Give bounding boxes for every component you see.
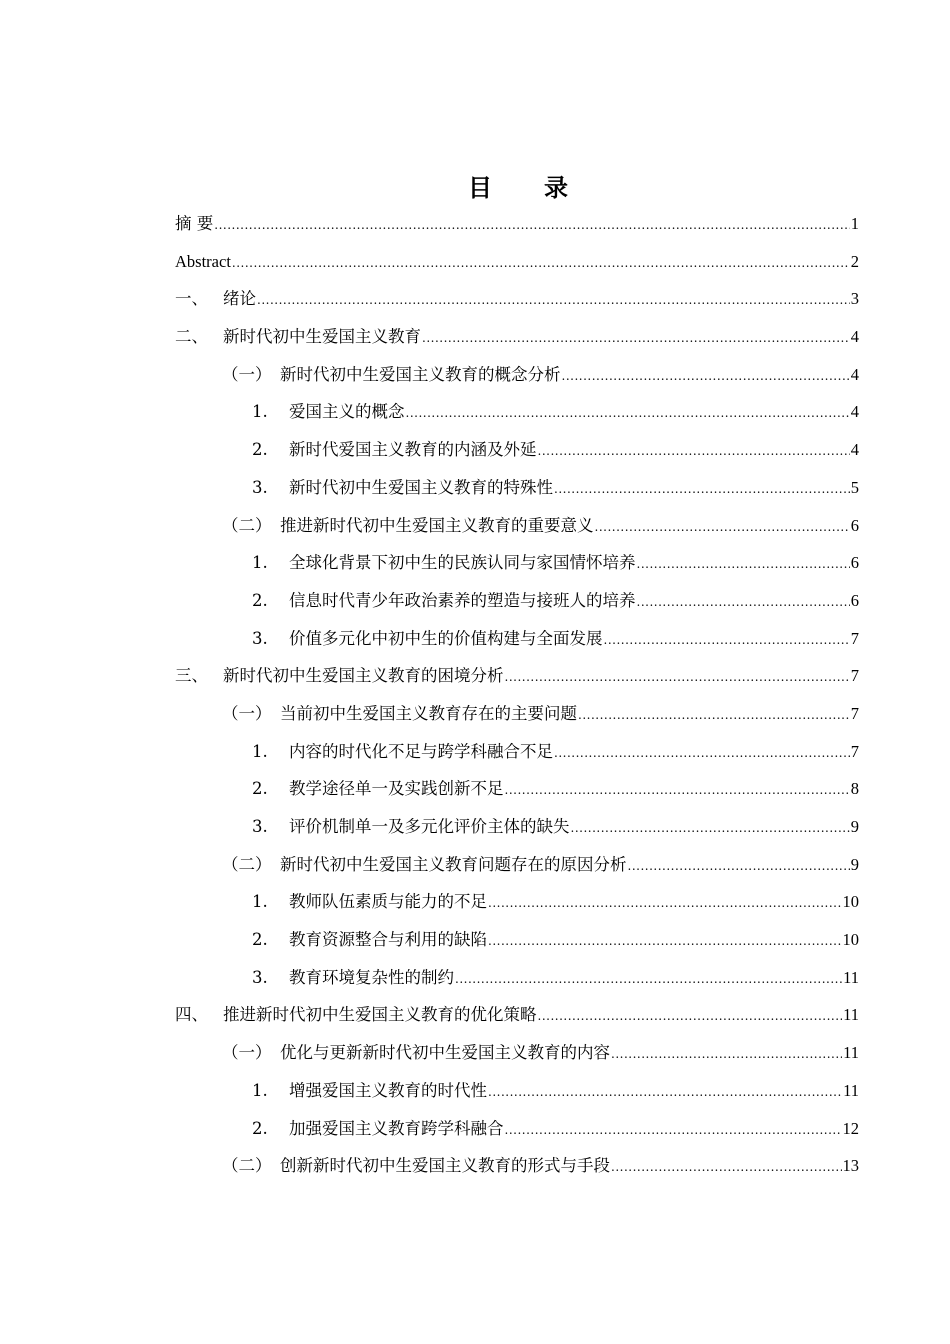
toc-entry-page: 7: [850, 628, 859, 648]
toc-leader-dots: [488, 1074, 842, 1112]
toc-entry-title: 增强爱国主义教育的时代性: [289, 1080, 487, 1100]
toc-entry-page: 4: [850, 440, 859, 460]
toc-entry[interactable]: [175, 1110, 859, 1148]
toc-entry-number: （一）: [222, 1043, 272, 1063]
toc-entry-number: 3.: [252, 967, 268, 987]
toc-entry-title: 新时代初中生爱国主义教育问题存在的原因分析: [280, 854, 627, 874]
toc-entry-title: 优化与更新新时代初中生爱国主义教育的内容: [280, 1043, 610, 1063]
toc-entry-number: （二）: [222, 515, 272, 535]
toc-entry-page: 8: [850, 779, 859, 799]
toc-entry[interactable]: [175, 996, 859, 1034]
toc-entry[interactable]: [175, 431, 859, 469]
toc-entry-number: （二）: [222, 854, 272, 874]
toc-entry-page: 7: [850, 741, 859, 761]
toc-entry[interactable]: [175, 620, 859, 658]
toc-entry-page: 12: [842, 1118, 859, 1138]
toc-leader-dots: [232, 245, 850, 283]
toc-entry-title: 评价机制单一及多元化评价主体的缺失: [289, 817, 570, 836]
toc-entry-number: 2.: [252, 440, 268, 460]
toc-leader-dots: [604, 622, 850, 660]
toc-entry[interactable]: [175, 959, 859, 997]
toc-entry-page: 11: [843, 1080, 859, 1100]
toc-entry[interactable]: [175, 243, 859, 281]
toc-leader-dots: [214, 207, 850, 245]
toc-entry[interactable]: [175, 695, 859, 733]
toc-entry-title: 教师队伍素质与能力的不足: [289, 892, 487, 912]
toc-entry-page: 1: [850, 214, 859, 233]
toc-leader-dots: [637, 584, 850, 622]
toc-leader-dots: [406, 395, 850, 433]
toc-entry-page: 7: [850, 666, 859, 686]
toc-entry-title: 新时代爱国主义教育的内涵及外延: [289, 440, 537, 460]
toc-entry[interactable]: [175, 1034, 859, 1072]
toc-entry-page: 10: [842, 892, 859, 912]
toc-leader-dots: [571, 810, 850, 848]
toc-entry[interactable]: [175, 582, 859, 620]
toc-entry[interactable]: [175, 1147, 859, 1185]
toc-entry-title: 信息时代青少年政治素养的塑造与接班人的培养: [289, 590, 636, 610]
toc-entry[interactable]: [175, 507, 859, 545]
toc-entry-page: 6: [850, 590, 859, 610]
toc-entry[interactable]: [175, 921, 859, 959]
toc-entry-title: 新时代初中生爱国主义教育的概念分析: [280, 364, 561, 384]
toc-entry-page: 11: [843, 1043, 859, 1063]
toc-entry[interactable]: [175, 808, 859, 846]
toc-entry-title: 爱国主义的概念: [289, 402, 405, 422]
toc-entry-number: 2.: [252, 1118, 268, 1138]
toc-entry-title: 内容的时代化不足与跨学科融合不足: [289, 741, 553, 761]
toc-entry-number: （一）: [222, 703, 272, 723]
toc-entry[interactable]: [175, 356, 859, 394]
toc-leader-dots: [562, 358, 850, 396]
toc-entry[interactable]: [175, 733, 859, 771]
toc-leader-dots: [538, 998, 843, 1036]
toc-entry-page: 7: [850, 703, 859, 723]
toc-entry-page: 4: [850, 364, 859, 384]
toc-leader-dots: [505, 1112, 842, 1150]
toc-entry-title: 教学途径单一及实践创新不足: [289, 779, 504, 799]
toc-leader-dots: [611, 1149, 842, 1187]
toc-entry[interactable]: [175, 883, 859, 921]
toc-entry-page: 10: [842, 930, 859, 950]
toc-entry-title: 当前初中生爱国主义教育存在的主要问题: [280, 703, 577, 723]
toc-entry-number: 三、: [175, 666, 208, 686]
toc-entry-title: 新时代初中生爱国主义教育: [223, 327, 421, 347]
toc-leader-dots: [637, 546, 850, 584]
toc-leader-dots: [595, 509, 850, 547]
toc-entry-number: 1.: [252, 741, 268, 761]
toc-entry-number: 二、: [175, 327, 208, 347]
toc-leader-dots: [611, 1036, 842, 1074]
toc-entry-title: 推进新时代初中生爱国主义教育的重要意义: [280, 515, 594, 535]
toc-entry-title: 教育资源整合与利用的缺陷: [289, 930, 487, 950]
toc-entry-page: 4: [850, 327, 859, 347]
toc-entry-number: 2.: [252, 590, 268, 610]
toc-leader-dots: [505, 659, 850, 697]
toc-entry-page: 11: [843, 1005, 859, 1025]
toc-entry-page: 9: [850, 817, 859, 836]
toc-entry-title: 摘 要: [175, 214, 214, 233]
toc-entry-page: 9: [850, 854, 859, 874]
toc-entry-number: （一）: [222, 364, 272, 384]
toc-leader-dots: [505, 772, 850, 810]
toc-entry-title: 新时代初中生爱国主义教育的困境分析: [223, 666, 504, 686]
toc-entry-page: 5: [850, 477, 859, 497]
toc-entry[interactable]: [175, 280, 859, 318]
toc-entry-title: 全球化背景下初中生的民族认同与家国情怀培养: [289, 553, 636, 573]
toc-entry-title: 教育环境复杂性的制约: [289, 967, 454, 987]
toc-entry-page: 4: [850, 402, 859, 422]
toc-entry-number: （二）: [222, 1156, 272, 1176]
toc-leader-dots: [554, 471, 850, 509]
toc-entry-number: 2.: [252, 930, 268, 950]
toc-entry-title: 加强爱国主义教育跨学科融合: [289, 1118, 504, 1138]
toc-entry-number: 2.: [252, 779, 268, 799]
toc-leader-dots: [628, 848, 850, 886]
toc-entry-title: Abstract: [175, 251, 231, 271]
toc-entry-title: 绪论: [223, 289, 256, 309]
toc-entry-number: 3.: [252, 628, 268, 648]
toc-leader-dots: [488, 923, 842, 961]
toc-entry-number: 1.: [252, 553, 268, 573]
toc-entry-page: 2: [850, 251, 859, 271]
toc-entry-title: 推进新时代初中生爱国主义教育的优化策略: [223, 1005, 537, 1025]
toc-entry-number: 1.: [252, 1080, 268, 1100]
toc-entry-title: 创新新时代初中生爱国主义教育的形式与手段: [280, 1156, 610, 1176]
toc-leader-dots: [538, 433, 850, 471]
toc-leader-dots: [257, 282, 850, 320]
toc-entry-number: 3.: [252, 477, 268, 497]
toc-entry-page: 13: [842, 1156, 859, 1176]
toc-entry-page: 3: [850, 289, 859, 309]
toc-leader-dots: [422, 320, 850, 358]
toc-entry[interactable]: [175, 846, 859, 884]
toc-entry[interactable]: [175, 657, 859, 695]
toc-entry[interactable]: [175, 469, 859, 507]
toc-entry-number: 1.: [252, 892, 268, 912]
page-title-part2: 录: [544, 174, 568, 202]
toc-entry-page: 6: [850, 553, 859, 573]
toc-leader-dots: [455, 961, 842, 999]
toc-entry-page: 6: [850, 515, 859, 535]
toc-entry-number: 3.: [252, 817, 268, 836]
toc-leader-dots: [488, 885, 842, 923]
toc-entry[interactable]: [175, 318, 859, 356]
toc-entry[interactable]: [175, 205, 859, 243]
toc-entry-number: 1.: [252, 402, 268, 422]
toc-entry[interactable]: [175, 393, 859, 431]
toc-entry[interactable]: [175, 770, 859, 808]
toc-entry[interactable]: [175, 544, 859, 582]
toc-entry-page: 11: [843, 967, 859, 987]
toc-entry[interactable]: [175, 1072, 859, 1110]
toc-leader-dots: [554, 735, 850, 773]
page-title: [0, 168, 950, 203]
page-title-part1: 目: [468, 174, 492, 202]
toc-entry-title: 新时代初中生爱国主义教育的特殊性: [289, 477, 553, 497]
toc-leader-dots: [578, 697, 850, 735]
table-of-contents: [175, 205, 859, 1185]
toc-entry-title: 价值多元化中初中生的价值构建与全面发展: [289, 628, 603, 648]
toc-entry-number: 一、: [175, 289, 208, 309]
toc-entry-number: 四、: [175, 1005, 208, 1025]
